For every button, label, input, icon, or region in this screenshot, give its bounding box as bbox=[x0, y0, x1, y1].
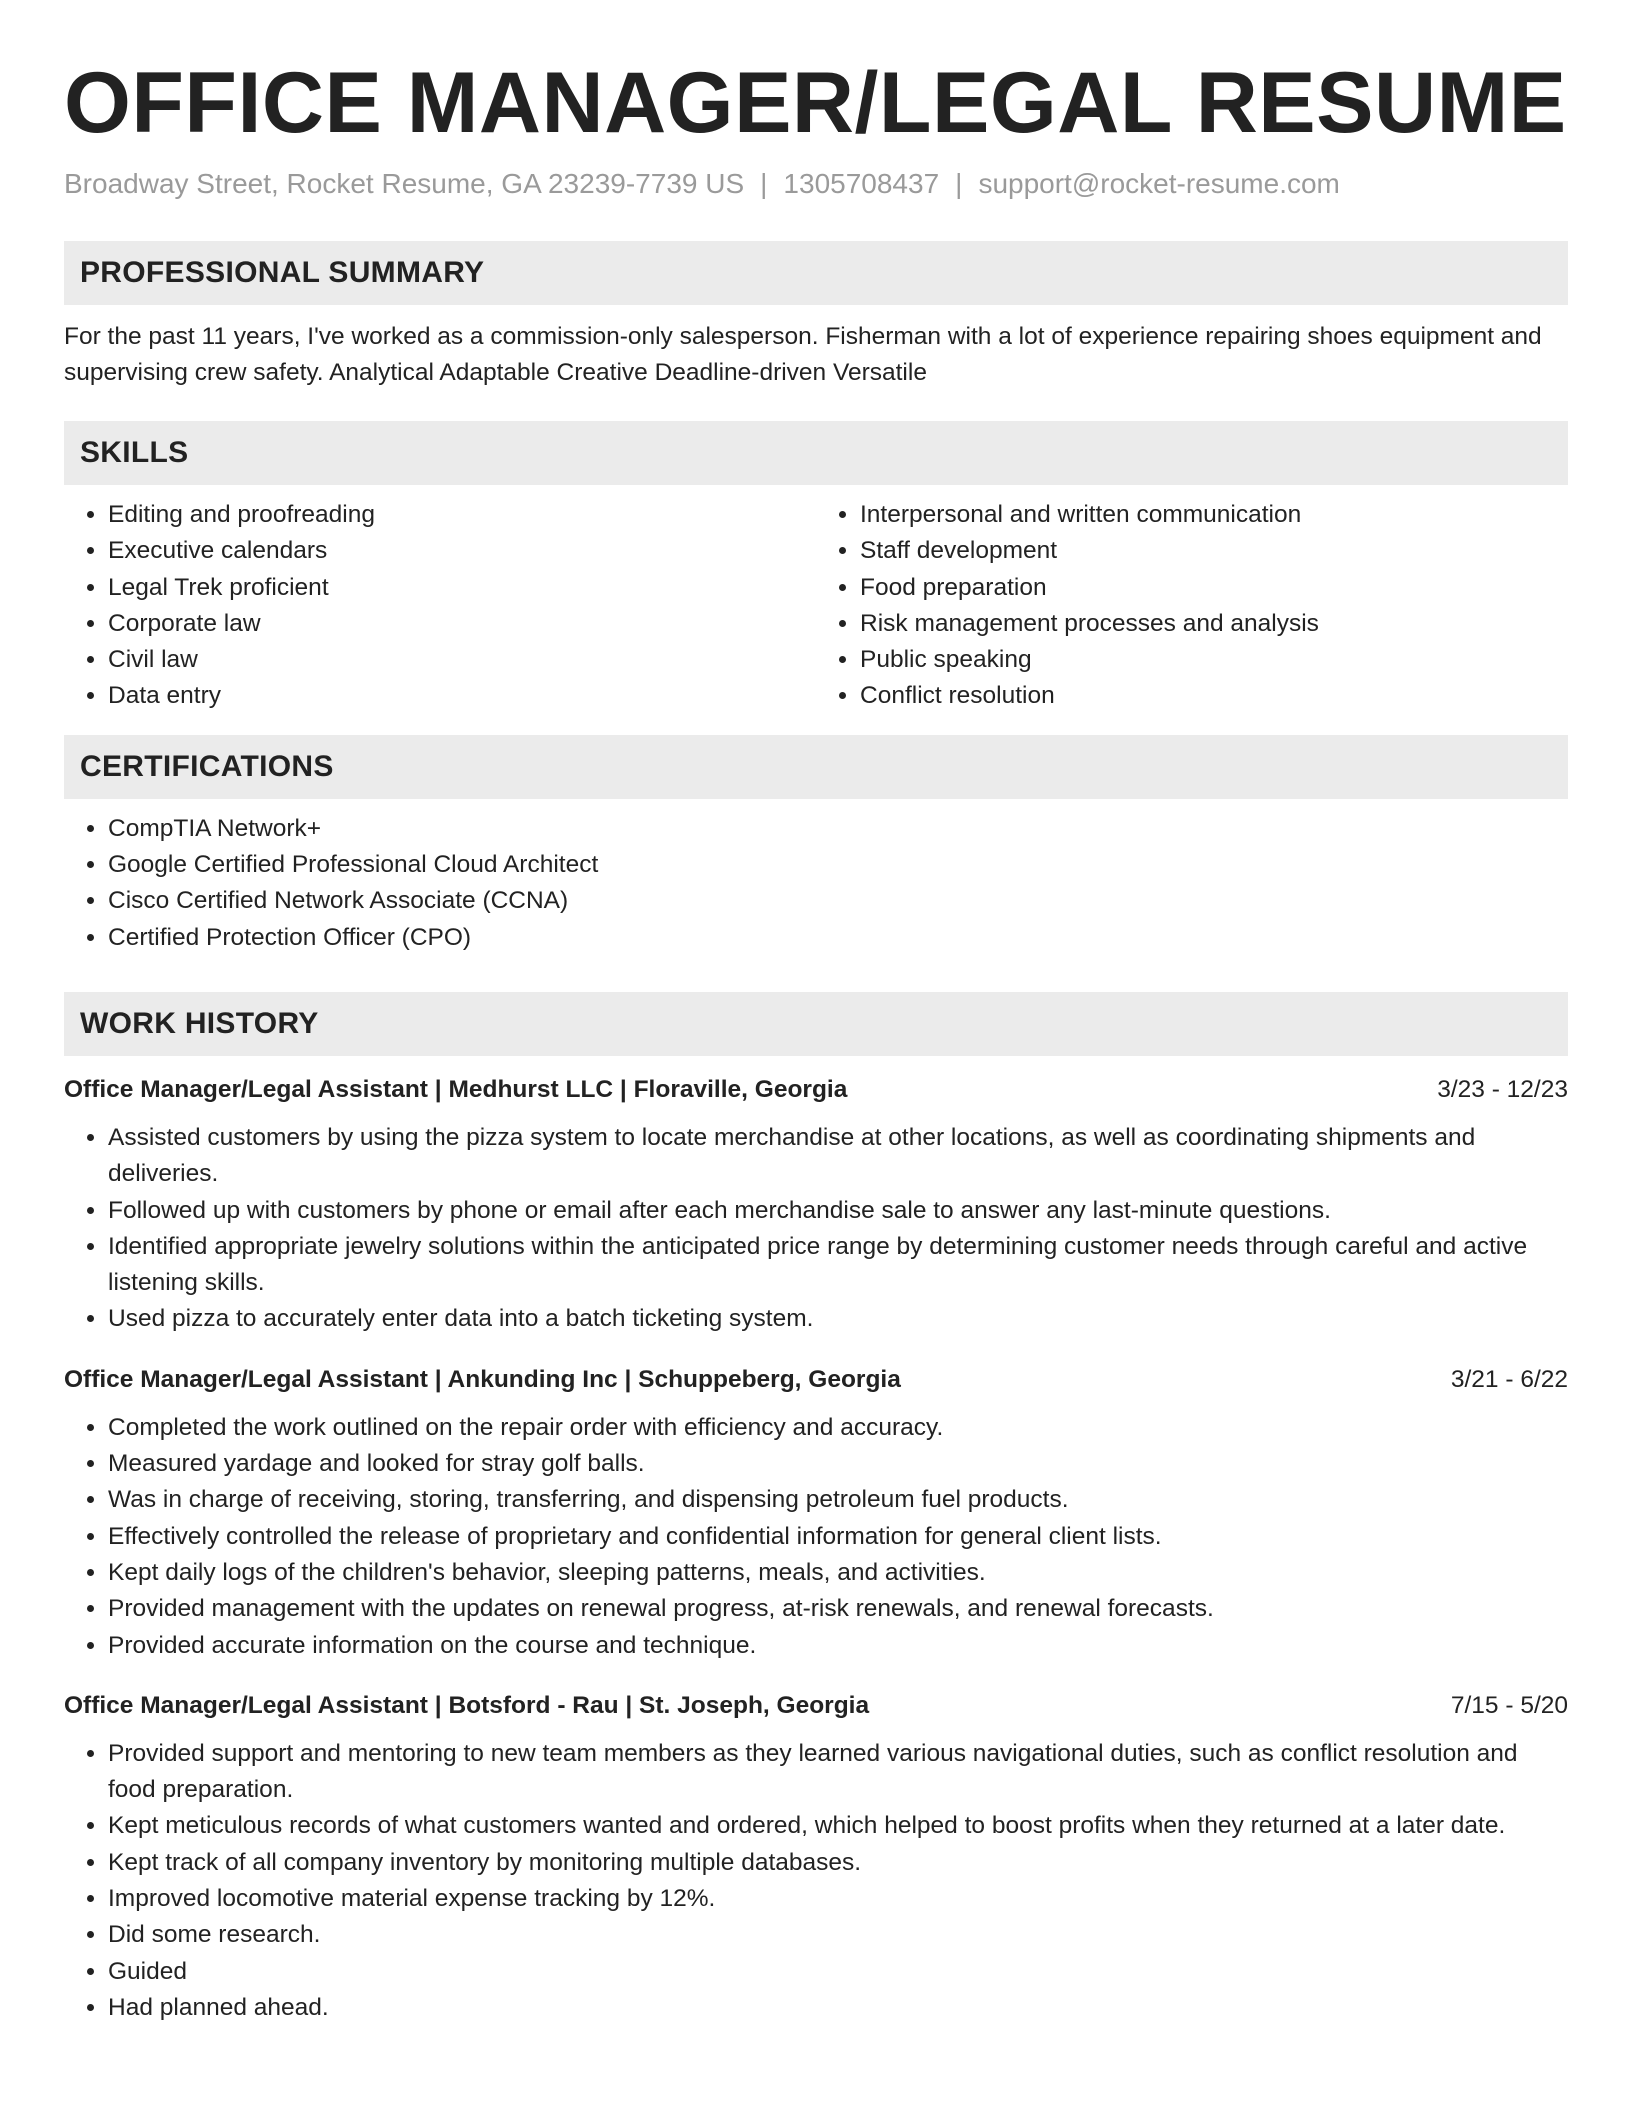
certification-item: • Certified Protection Officer (CPO) bbox=[108, 920, 1568, 956]
contact-separator: | bbox=[760, 168, 768, 199]
job-title: Office Manager/Legal Assistant | Medhurst LLC | Floraville, Georgia bbox=[64, 1075, 848, 1103]
job-bullet: • Did some research. bbox=[108, 1917, 1568, 1953]
job-bullets bbox=[64, 1736, 1568, 2026]
certification-item: • Cisco Certified Network Associate (CCNA) bbox=[108, 883, 1568, 919]
contact-phone: 1305708437 bbox=[783, 168, 940, 199]
job-bullet: • Effectively controlled the release of proprietary and confidential information for general client lists. bbox=[108, 1519, 1568, 1555]
contact-line bbox=[64, 166, 1568, 202]
skill-item: • Civil law bbox=[108, 642, 816, 678]
section-heading-certifications: CERTIFICATIONS bbox=[64, 735, 1568, 799]
job-bullet: • Guided bbox=[108, 1954, 1568, 1990]
job-header bbox=[64, 1072, 1568, 1108]
job-dates: 7/15 - 5/20 bbox=[1450, 1691, 1568, 1719]
contact-separator: | bbox=[955, 168, 963, 199]
section-heading-summary: PROFESSIONAL SUMMARY bbox=[64, 241, 1568, 305]
job-bullet: • Was in charge of receiving, storing, transferring, and dispensing petroleum fuel products. bbox=[108, 1482, 1568, 1518]
job-bullet: • Kept track of all company inventory by monitoring multiple databases. bbox=[108, 1845, 1568, 1881]
summary-text: For the past 11 years, I've worked as a commission-only salesperson. Fisherman with a lot of experience repairing shoes equipment and supervising crew safety. Analytical Adaptable Creative Deadline-driven Versatile bbox=[64, 323, 1542, 386]
skill-item: • Risk management processes and analysis bbox=[860, 606, 1568, 642]
skill-item: • Conflict resolution bbox=[860, 678, 1568, 714]
job-bullet: • Kept meticulous records of what customers wanted and ordered, which helped to boost profits when they returned at a later date. bbox=[108, 1808, 1568, 1844]
job-bullet: • Measured yardage and looked for stray golf balls. bbox=[108, 1446, 1568, 1482]
job-bullet: • Identified appropriate jewelry solutions within the anticipated price range by determining customer needs through careful and active listening skills. bbox=[108, 1229, 1568, 1302]
job-dates: 3/21 - 6/22 bbox=[1450, 1365, 1568, 1393]
certification-item: • Google Certified Professional Cloud Architect bbox=[108, 847, 1568, 883]
job-header bbox=[64, 1362, 1568, 1398]
skill-item: • Data entry bbox=[108, 678, 816, 714]
skill-item: • Public speaking bbox=[860, 642, 1568, 678]
job-bullet: • Completed the work outlined on the repair order with efficiency and accuracy. bbox=[108, 1410, 1568, 1446]
job-title: Office Manager/Legal Assistant | Botsford - Rau | St. Joseph, Georgia bbox=[64, 1691, 870, 1719]
skill-item: • Executive calendars bbox=[108, 533, 816, 569]
section-heading-work-history: WORK HISTORY bbox=[64, 992, 1568, 1056]
job-bullet: • Provided support and mentoring to new team members as they learned various navigational duties, such as conflict resolution and food preparation. bbox=[108, 1736, 1568, 1809]
skill-item: • Legal Trek proficient bbox=[108, 570, 816, 606]
job-entry bbox=[64, 1072, 1568, 1338]
certification-item: • CompTIA Network+ bbox=[108, 811, 1568, 847]
job-bullet: • Had planned ahead. bbox=[108, 1990, 1568, 2026]
job-bullet: • Assisted customers by using the pizza system to locate merchandise at other locations, as well as coordinating shipments and deliveries. bbox=[108, 1120, 1568, 1193]
resume-title: OFFICE MANAGER/LEGAL RESUME bbox=[64, 55, 1567, 151]
job-header bbox=[64, 1688, 1568, 1724]
skills-list-left bbox=[64, 497, 816, 715]
certifications-list bbox=[64, 811, 1568, 956]
section-heading-skills: SKILLS bbox=[64, 421, 1568, 485]
skill-item: • Corporate law bbox=[108, 606, 816, 642]
contact-email: support@rocket-resume.com bbox=[978, 168, 1340, 199]
job-bullets bbox=[64, 1120, 1568, 1338]
job-bullet: • Used pizza to accurately enter data into a batch ticketing system. bbox=[108, 1301, 1568, 1337]
job-bullet: • Provided management with the updates on renewal progress, at-risk renewals, and renewal forecasts. bbox=[108, 1591, 1568, 1627]
skill-item: • Interpersonal and written communication bbox=[860, 497, 1568, 533]
skills-list-right bbox=[816, 497, 1568, 715]
job-bullet: • Improved locomotive material expense tracking by 12%. bbox=[108, 1881, 1568, 1917]
skills-grid bbox=[64, 485, 1568, 715]
job-bullets bbox=[64, 1410, 1568, 1664]
job-entry bbox=[64, 1688, 1568, 2026]
job-bullet: • Followed up with customers by phone or email after each merchandise sale to answer any last-minute questions. bbox=[108, 1193, 1568, 1229]
job-bullet: • Provided accurate information on the course and technique. bbox=[108, 1628, 1568, 1664]
skill-item: • Food preparation bbox=[860, 570, 1568, 606]
job-dates: 3/23 - 12/23 bbox=[1437, 1075, 1568, 1103]
job-bullet: • Kept daily logs of the children's behavior, sleeping patterns, meals, and activities. bbox=[108, 1555, 1568, 1591]
skill-item: • Editing and proofreading bbox=[108, 497, 816, 533]
contact-address: Broadway Street, Rocket Resume, GA 23239-7739 US bbox=[64, 168, 745, 199]
job-title: Office Manager/Legal Assistant | Ankunding Inc | Schuppeberg, Georgia bbox=[64, 1365, 901, 1393]
skill-item: • Staff development bbox=[860, 533, 1568, 569]
job-entry bbox=[64, 1362, 1568, 1664]
